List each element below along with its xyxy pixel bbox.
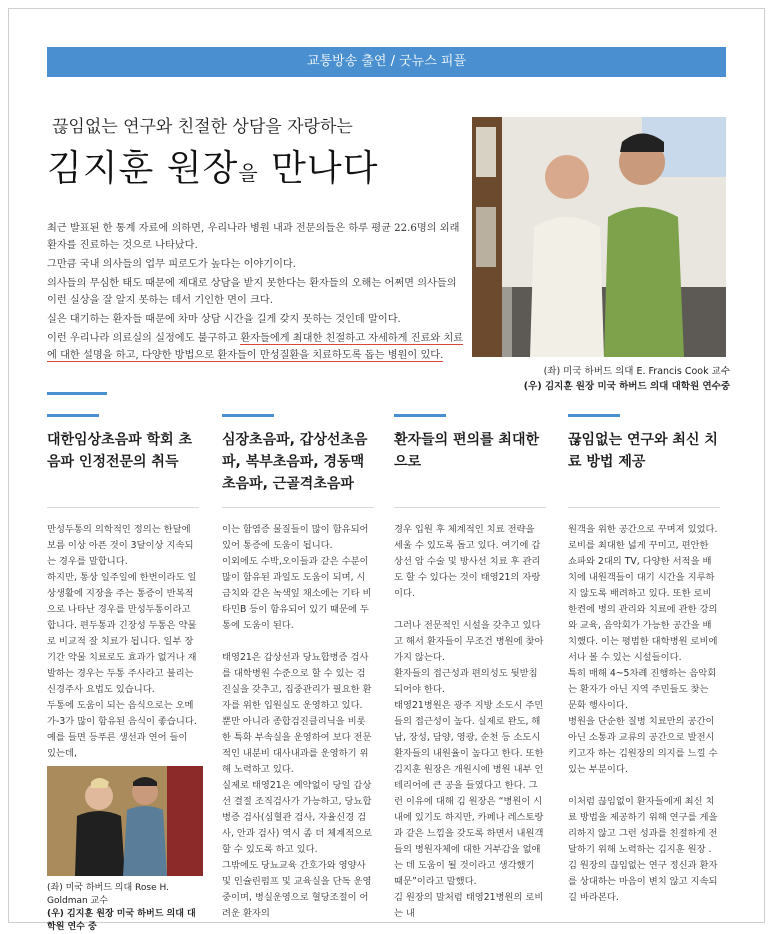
column-body: [394, 507, 546, 922]
column-paragraph: 환자들의 접근성과 편의성도 뒷받침 되어야 한다.: [394, 668, 538, 695]
lead-text: [47, 220, 467, 366]
column-paragraph: 두통에 도움이 되는 음식으로는 오메가-3가 많이 함유된 음식이 좋습니다.: [47, 700, 197, 727]
column-2: [222, 414, 374, 922]
column-accent-bar: [47, 414, 99, 417]
lead-paragraph: 의사들의 무심한 태도 때문에 제대로 상담을 받지 못한다는 환자들의 오해는 어쩌면 의사들의 이런 실상을 잘 알지 못하는 데서 기인한 면이 크다.: [47, 278, 457, 306]
column-paragraph: 김 원장의 말처럼 태영21병원의 로비는 내: [394, 892, 544, 919]
column-heading: 대한임상초음파 학회 초음파 인정전문의 취득: [47, 432, 192, 470]
column-heading: 환자들의 편의를 최대한으로: [394, 432, 539, 470]
main-caption-line2-text: (우) 김지훈 원장 미국 하버드 의대 대학원 연수중: [523, 381, 730, 392]
column-heading: 끊임없는 연구와 최신 치료 방법 제공: [568, 432, 718, 470]
column-paragraph: 특히 매해 4~5차례 진행하는 음악회는 환자가 아닌 지역 주민들도 찾는 문화 행사이다.: [568, 668, 717, 711]
inline-caption-line2: [47, 908, 199, 934]
column-heading: 심장초음파, 갑상선초음파, 복부초음파, 경동맥초음파, 근골격초음파: [222, 432, 368, 492]
column-paragraph: 예를 들면 등푸른 생선과 연어 들이 있는데,: [47, 732, 188, 759]
column-1: [47, 414, 199, 934]
lead-highlight: 환자들에게 최대한 친절하고 자세하게 진료와 치료에 대한 설명을 하고, 다양한 방법으로 환자들이 만성질환을 치료하도록 돕는 병원이 있다.: [47, 333, 464, 361]
column-paragraph: 로비를 최대한 넓게 꾸미고, 편안한 쇼파와 2대의 TV, 다양한 서적을 배치에 내원객들이 대기 시간을 지루하지 않도록 배려하고 있다. 또한 로비 한켠에 병의 관리와 치료에 관한 강의와 교육, 음악회가 가능한 공간을 배치했다. 이는 평범한 대학병원 로비에서나 볼 수 있는 시설들이다.: [568, 540, 718, 663]
lead-divider: [47, 392, 107, 395]
header-banner: 교통방송 출연 / 굿뉴스 피플: [47, 47, 726, 77]
main-photo-illustration: [472, 117, 726, 357]
column-4: [568, 414, 720, 906]
article-subtitle: 끊임없는 연구와 친절한 상담을 자랑하는: [52, 117, 353, 137]
lead-paragraph: [47, 330, 467, 364]
column-body: [222, 507, 374, 922]
column-paragraph: 실제로 태영21은 예약없이 당일 갑상선 결절 조직검사가 가능하고, 당뇨합병증 검사(심혈관 검사, 자율신경 검사, 안과 검사) 역시 좀 더 체계적으로 할 수 있도록 하고 있다.: [222, 780, 373, 855]
column-paragraph: 만성두통의 의학적인 정의는 한달에 보름 이상 아픈 것이 3달이상 지속되는 경우를 말합니다.: [47, 524, 194, 567]
column-3: [394, 414, 546, 922]
inline-photo-caption: [47, 882, 199, 934]
column-paragraph: 원객을 위한 공간으로 꾸며져 있었다.: [568, 524, 718, 535]
column-paragraph: 태영21병원은 광주 지방 소도시 주민들의 접근성이 높다. 실제로 완도, 해남, 장성, 담양, 영광, 순천 등 소도시 환자들의 내원율이 높다고 한다. 또한 김지훈 원장은 개원시에 병원 내부 인테리어에 큰 공을 들였다고 한다. 그런 이유에 대해 김 원장은 “병원이 시내에 있기도 하지만, 카페나 레스토랑과 같은 느낌을 갖도록 하면서 내원객들의 병원자체에 대한 거부감을 없애는 데 도움이 될 것이라고 생각했기 때문”이라고 말했다.: [394, 700, 544, 887]
column-body: [568, 507, 720, 906]
lead-paragraph: 최근 발표된 한 통계 자료에 의하면, 우리나라 병원 내과 전문의들은 하루 평균 22.6명의 외래환자를 진료하는 것으로 나타났다.: [47, 223, 460, 251]
inline-caption-line2-text: (우) 김지훈 원장 미국 하버드 의대 대학원 연수 중: [47, 909, 196, 932]
main-caption-line1: (좌) 미국 하버드 의대 E. Francis Cook 교수: [543, 366, 730, 377]
inline-photo: [47, 766, 203, 876]
column-accent-bar: [394, 414, 446, 417]
column-body: [47, 507, 199, 934]
column-paragraph: 그밖에도 당뇨교육 간호가와 영양사 및 인슐린펌프 및 교육실을 단독 운영 중이며, 병실운영으로 혈당조절이 어려운 환자의: [222, 860, 372, 919]
column-paragraph: 병원을 단순한 질병 치료만의 공간이 아닌 소통과 교류의 공간으로 발전시키고자 하는 김원장의 의지를 느낄 수 있는 부분이다.: [568, 716, 718, 775]
inline-caption-line1: (좌) 미국 하버드 의대 Rose H. Goldman 교수: [47, 883, 169, 906]
column-paragraph: 김 원장의 끊임없는 연구 정신과 환자를 상대하는 마음이 변치 않고 지속되길 바라본다.: [568, 860, 718, 903]
lead-text-plain: 이런 우리나라 의료실의 실정에도 불구하고: [47, 333, 241, 344]
main-photo: [472, 117, 726, 357]
article-title: [47, 140, 378, 191]
column-accent-bar: [222, 414, 274, 417]
main-photo-caption: [505, 364, 730, 394]
column-paragraph: 태영21은 갑상선과 당뇨합병증 검사를 대학병원 수준으로 할 수 있는 검진실을 갖추고, 집중관리가 필요한 환자를 위한 입원실도 운영하고 있다. 뿐만 아니라 종합검진클리닉을 비롯한 특화 부속실을 운영하여 보다 전문적인 내분비 대사내과를 운영하기 위해 노력하고 있다.: [222, 652, 372, 775]
column-paragraph: 그러나 전문적인 시설을 갖추고 있다고 해서 환자들이 무조건 병원에 찾아가지 않는다.: [394, 620, 544, 663]
title-particle: 을: [238, 161, 259, 185]
lead-paragraph: 실은 대기하는 환자들 때문에 차마 상담 시간을 길게 갖지 못하는 것인데 말이다.: [47, 314, 401, 325]
column-accent-bar: [568, 414, 620, 417]
title-main-part1: 김지훈 원장: [47, 148, 239, 189]
title-main-part2: 만나다: [258, 148, 379, 189]
column-paragraph: 이외에도 수박,오이들과 같은 수분이 많이 함유된 과일도 도움이 되며, 시금치와 같은 녹색잎 채소에는 기타 비타민B 등이 함유되어 있기 때문에 두통에 도움이 된다.: [222, 556, 372, 631]
lead-paragraph: 그만큼 국내 의사들의 업무 피로도가 높다는 이야기이다.: [47, 259, 297, 270]
inline-photo-illustration: [47, 766, 203, 876]
column-paragraph: 이는 함염증 물질들이 많이 함유되어 있어 통증에 도움이 됩니다.: [222, 524, 369, 551]
main-caption-line2: [505, 379, 730, 394]
column-paragraph: 경우 입원 후 체계적인 치료 전략을 세울 수 있도록 돕고 있다. 여기에 갑상선 암 수술 및 방사선 치료 후 관리도 할 수 있다는 것이 태영21의 자랑이다.: [394, 524, 541, 599]
column-paragraph: 하지만, 통상 일주일에 한번이라도 일상생활에 지장을 주는 통증이 반복적으로 나타난 경우를 만성두통이라고 합니다. 편두통과 긴장성 두통은 약물로 비교적 잘 치료가 됩니다. 일부 장기간 약물 치료로도 효과가 없거나 재발하는 경우는 두통 주사라고 불리는 신경주사 요법도 있습니다.: [47, 572, 197, 695]
column-paragraph: 이처럼 끊임없이 환자들에게 최신 치료 방법을 제공하기 위해 연구를 게을리하지 않고 그런 성과를 친절하게 전달하기 위해 노력하는 김지훈 원장 .: [568, 796, 718, 855]
